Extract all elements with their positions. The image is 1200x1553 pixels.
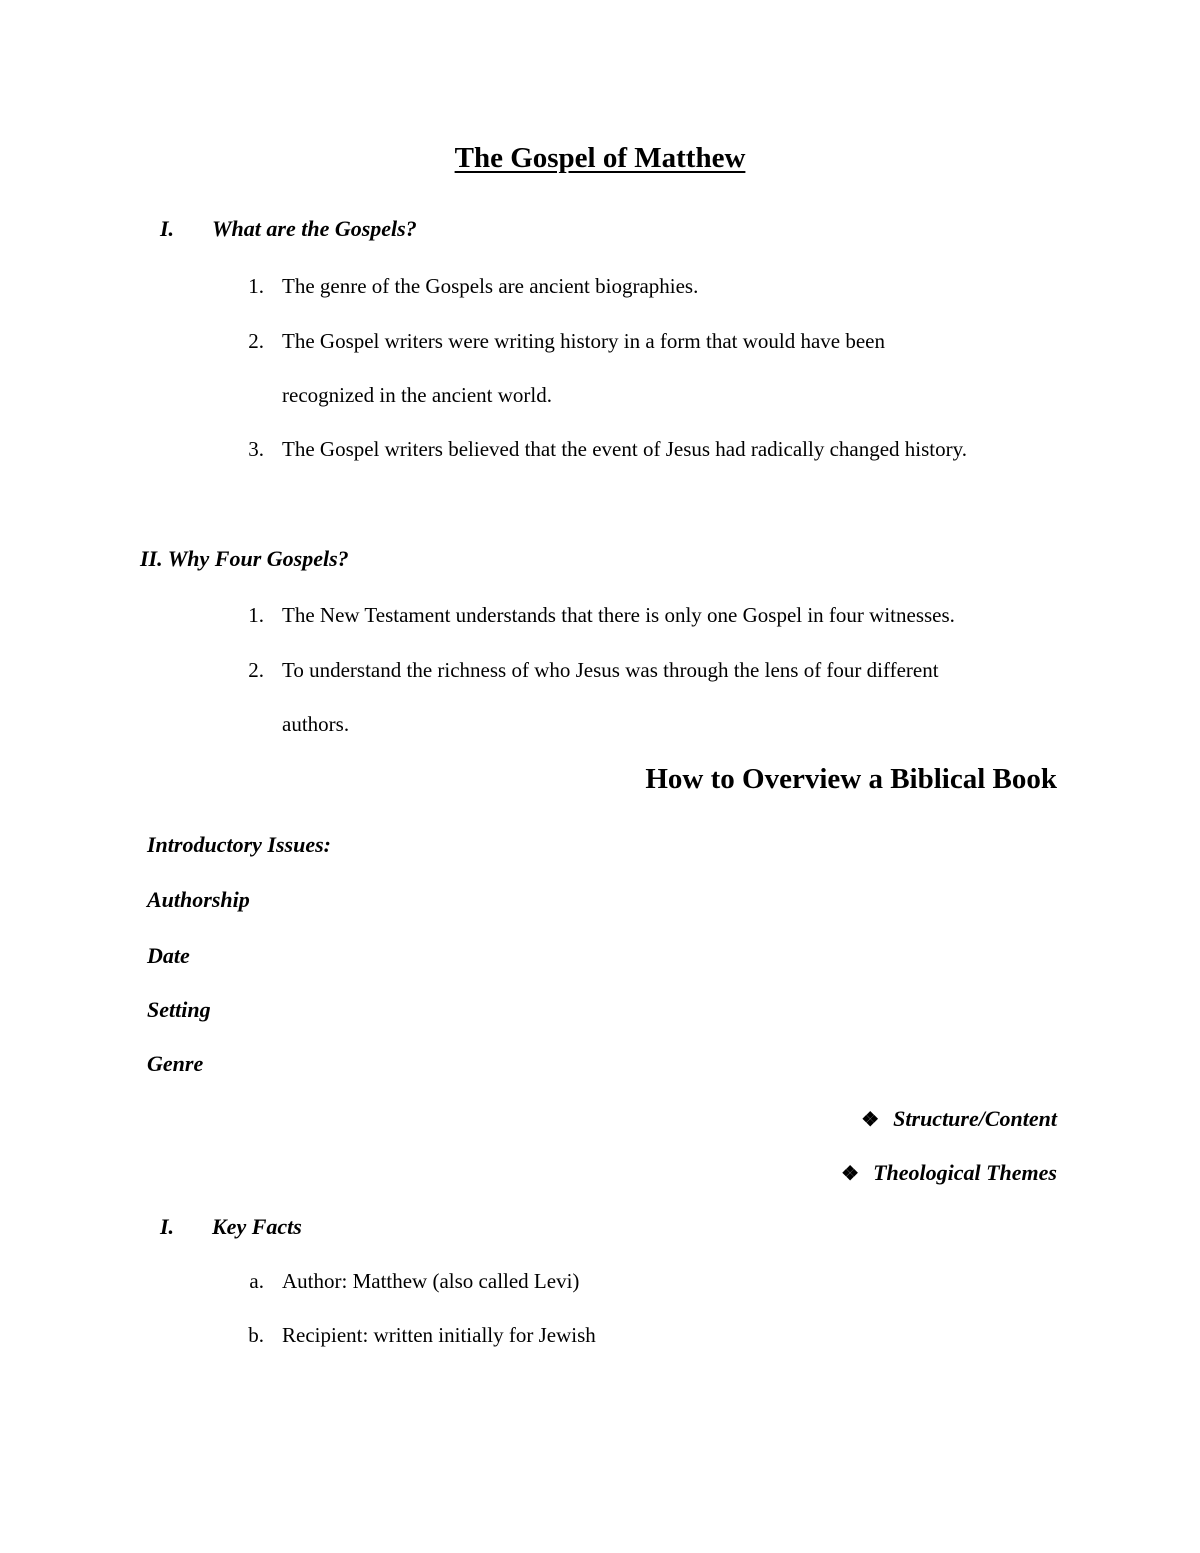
- section-2-item-2-text-continued: authors.: [282, 712, 350, 736]
- intro-item-setting: Setting: [147, 997, 211, 1022]
- section-1-item-2-text-continued: recognized in the ancient world.: [282, 383, 552, 407]
- section-3-heading: Key Facts: [212, 1214, 302, 1239]
- section-2-heading: II. Why Four Gospels?: [140, 546, 349, 571]
- section-2-item-1-text: The New Testament understands that there is only one Gospel in four witnesses.: [282, 603, 955, 627]
- document-title: The Gospel of Matthew: [454, 142, 746, 174]
- intro-item-introductory-issues: Introductory Issues:: [147, 832, 331, 857]
- section-3-item-a-marker: a.: [249, 1269, 264, 1293]
- bullet-item-structure-content: [861, 1108, 1057, 1130]
- intro-item-date: Date: [147, 943, 190, 968]
- section-2-item-2-marker: 2.: [248, 658, 264, 682]
- section-3-item-a-text: Author: Matthew (also called Levi): [282, 1269, 580, 1293]
- bullet-item-theological-themes: [841, 1162, 1057, 1184]
- diamond-bullet-icon: ❖: [861, 1109, 880, 1131]
- section-3-item-b-marker: b.: [248, 1323, 264, 1347]
- diamond-bullet-icon: ❖: [841, 1163, 860, 1185]
- section-1-item-1-marker: 1.: [248, 274, 264, 298]
- section-1-item-2-marker: 2.: [248, 329, 264, 353]
- section-2-item-1-marker: 1.: [248, 603, 264, 627]
- section-1-numeral: I.: [160, 216, 175, 241]
- intro-item-genre: Genre: [147, 1051, 204, 1076]
- bullet-item-text: Theological Themes: [873, 1160, 1057, 1185]
- section-1-item-3-marker: 3.: [248, 437, 264, 461]
- bullet-item-text: Structure/Content: [893, 1106, 1057, 1131]
- section-1-heading: What are the Gospels?: [212, 216, 417, 241]
- section-3-item-b-text: Recipient: written initially for Jewish: [282, 1323, 596, 1347]
- section-1-item-1-text: The genre of the Gospels are ancient biographies.: [282, 274, 699, 298]
- section-subtitle: How to Overview a Biblical Book: [645, 763, 1057, 795]
- section-1-item-3-text: The Gospel writers believed that the event of Jesus had radically changed history.: [282, 437, 968, 461]
- section-2-item-2-text: To understand the richness of who Jesus was through the lens of four different: [282, 658, 939, 682]
- section-3-numeral: I.: [160, 1214, 175, 1239]
- intro-item-authorship: Authorship: [147, 887, 250, 912]
- section-1-item-2-text: The Gospel writers were writing history in a form that would have been: [282, 329, 886, 353]
